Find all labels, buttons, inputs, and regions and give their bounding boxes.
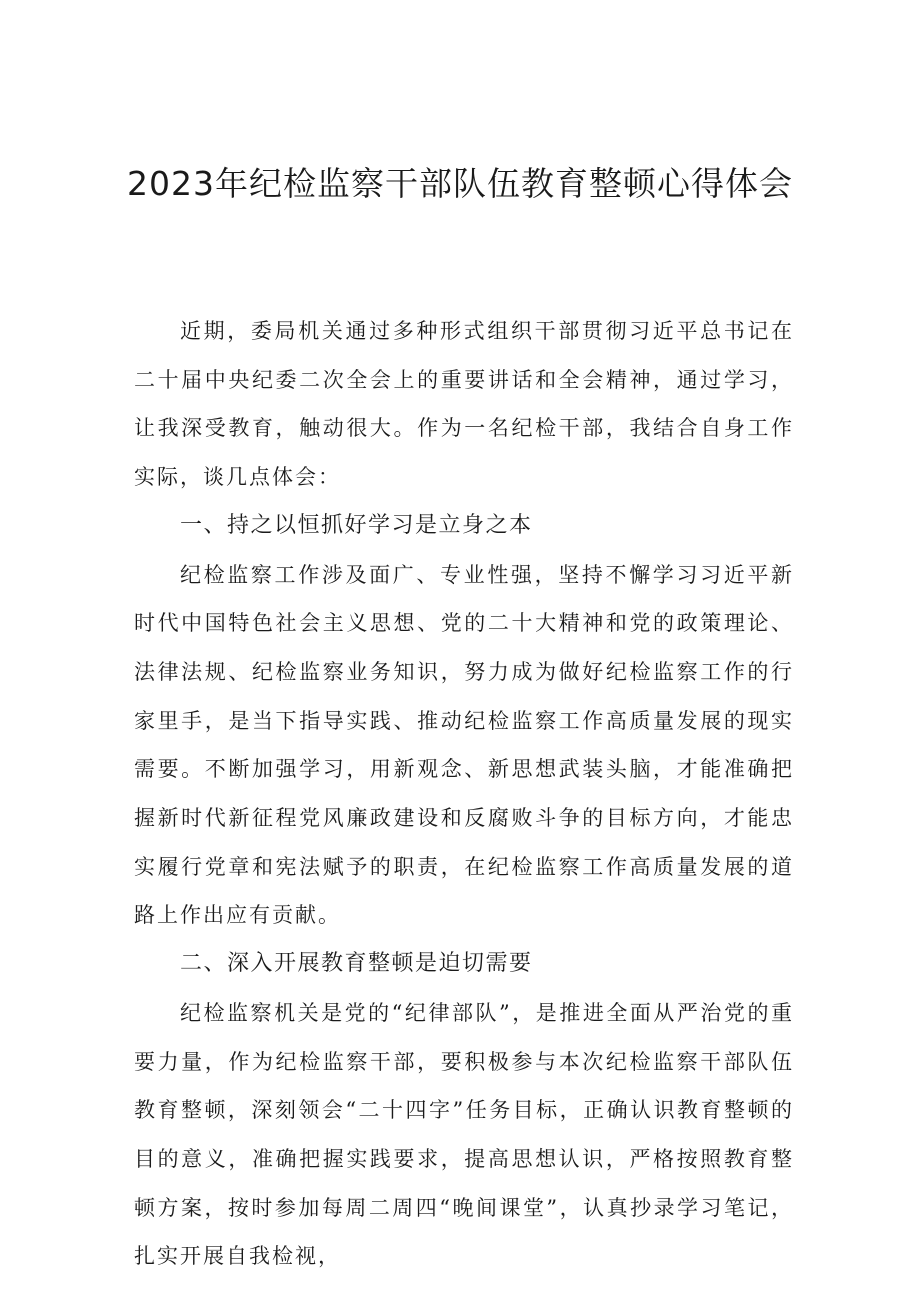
section-heading-1: 一、持之以恒抓好学习是立身之本 <box>180 512 533 538</box>
paragraph-section-2: 纪检监察机关是党的“纪律部队”，是推进全面从严治党的重要力量，作为纪检监察干部，要积极参与本次纪检监察干部队伍教育整顿，深刻领会“二十四字”任务目标，正确认识教育整顿的目的意义，准确把握实践要求，提高思想认识，严格按照教育整顿方案，按时参加每周二周四“晚间课堂”，认真抄录学习笔记，扎实开展自我检视， <box>134 1000 794 1269</box>
paragraph-intro: 近期，委局机关通过多种形式组织干部贯彻习近平总书记在二十届中央纪委二次全会上的重要讲话和全会精神，通过学习，让我深受教育，触动很大。作为一名纪检干部，我结合自身工作实际，谈几点体会： <box>134 319 794 490</box>
document-title: 2023年纪检监察干部队伍教育整顿心得体会 <box>127 164 793 203</box>
paragraph-section-1: 纪检监察工作涉及面广、专业性强，坚持不懈学习习近平新时代中国特色社会主义思想、党的二十大精神和党的政策理论、法律法规、纪检监察业务知识，努力成为做好纪检监察工作的行家里手，是当下指导实践、推动纪检监察工作高质量发展的现实需要。不断加强学习，用新观念、新思想武装头脑，才能准确把握新时代新征程党风廉政建设和反腐败斗争的目标方向，才能忠实履行党章和宪法赋予的职责，在纪检监察工作高质量发展的道路上作出应有贡献。 <box>134 562 794 928</box>
section-heading-2: 二、深入开展教育整顿是迫切需要 <box>180 951 533 977</box>
document-body <box>134 307 794 1281</box>
